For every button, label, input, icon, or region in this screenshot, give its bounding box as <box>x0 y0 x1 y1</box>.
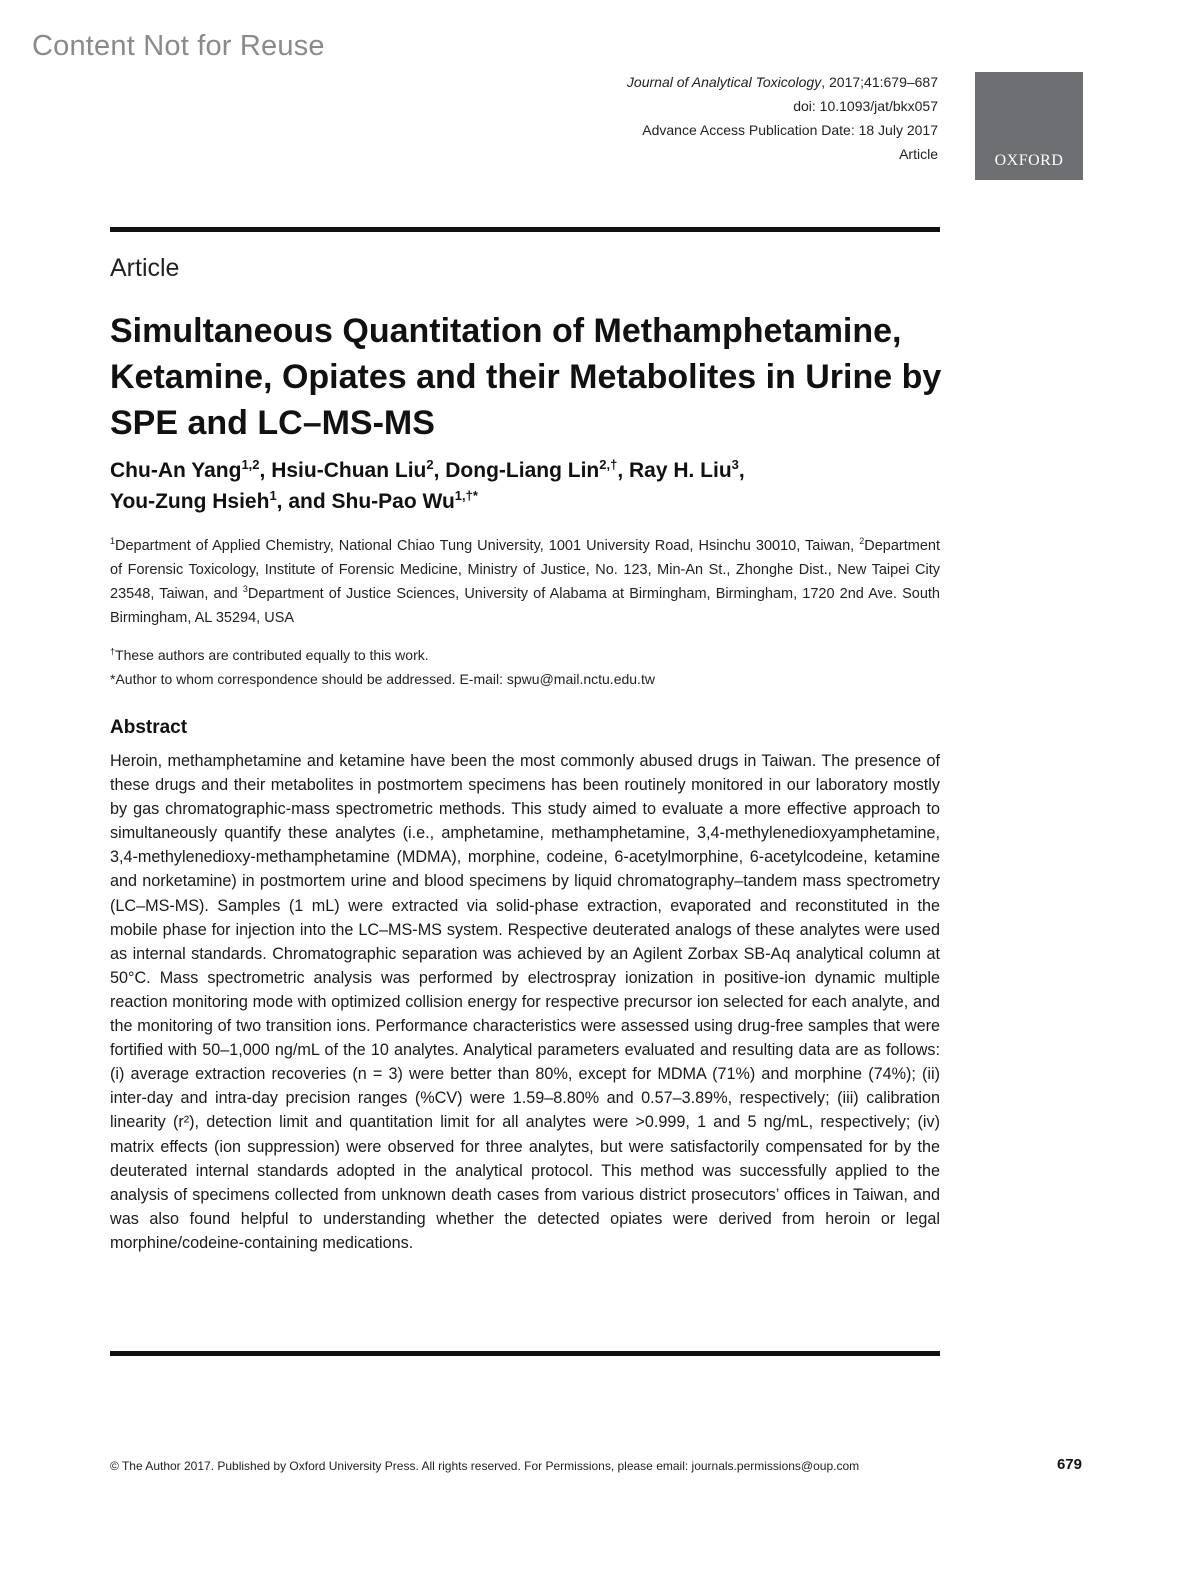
bottom-rule <box>110 1351 940 1356</box>
abstract-text: Heroin, methamphetamine and ketamine have been the most commonly abused drugs in Taiwan. The presence of these drugs and their metabolites in postmortem specimens has been routinely monitored in our laboratory mostly by gas chromatographic-mass spectrometric methods. This study aimed to evaluate a more effective approach to simultaneously quantify these analytes (i.e., amphetamine, methamphetamine, 3,4-methylenedioxyamphetamine, 3,4-methylenedioxy-methamphetamine (MDMA), morphine, codeine, 6-acetylmorphine, 6-acetylcodeine, ketamine and norketamine) in postmortem urine and blood specimens by liquid chromatography–tandem mass spectrometry (LC–MS-MS). Samples (1 mL) were extracted via solid-phase extraction, evaporated and reconstituted in the mobile phase for injection into the LC–MS-MS system. Respective deuterated analogs of these analytes were used as internal standards. Chromatographic separation was achieved by an Agilent Zorbax SB-Aq analytical column at 50°C. Mass spectrometric analysis was performed by electrospray ionization in positive-ion dynamic multiple reaction monitoring mode with optimized collision energy for respective precursor ion selected for each analyte, and the monitoring of two transition ions. Performance characteristics were assessed using drug-free samples that were fortified with 50–1,000 ng/mL of the 10 analytes. Analytical parameters evaluated and resulting data are as follows: (i) average extraction recoveries (n = 3) were better than 80%, except for MDMA (71%) and morphine (74%); (ii) inter-day and intra-day precision ranges (%CV) were 1.59–8.80% and 0.57–3.89%, respectively; (iii) calibration linearity (r²), detection limit and quantitation limit for all analytes were >0.999, 1 and 5 ng/mL, respectively; (iv) matrix effects (ion suppression) were observed for three analytes, but were satisfactorily compensated for by the deuterated internal standards adopted in the analytical protocol. This method was successfully applied to the analysis of specimens collected from unknown death cases from various district prosecutors’ offices in Taiwan, and was also found helpful to understanding whether the detected opiates were derived from heroin or legal morphine/codeine-containing medications. <box>110 752 940 1252</box>
abstract-heading: Abstract <box>110 717 188 738</box>
copyright-notice: © The Author 2017. Published by Oxford University Press. All rights reserved. For Permissions, please email: journals.permissions@oup.com <box>110 1459 860 1473</box>
affiliation: Department of Justice Sciences, University of Alabama at Birmingham, Birmingham, 1720 2nd Ave. South Birmingham, AL 35294, USA <box>110 586 940 626</box>
top-rule <box>110 227 940 232</box>
oxford-logo <box>975 72 1083 180</box>
journal-citation <box>627 70 938 94</box>
author: Chu-An Yang$^{1,2}$ <box>110 457 260 482</box>
affiliation: Department of Forensic Toxicology, Institute of Forensic Medicine, Ministry of Justice, No. 123, Min-An St., Zhonghe Dist., New Taipei City 23548, Taiwan, and <box>110 538 940 602</box>
publication-date: Advance Access Publication Date: 18 July 2017 <box>642 122 938 138</box>
affiliations: $^1$Department of Applied Chemistry, National Chiao Tung University, 1001 University Road, Hsinchu 30010, Taiwan, $^2$Department of Forensic Toxicology, Institute of Forensic Medicine, Ministry of Justice, No. 123, Min-An St., Zhonghe Dist., New Taipei City 23548, Taiwan, and $^3$Department of Justice Sciences, University of Alabama at Birmingham, Birmingham, 1720 2nd Ave. South Birmingham, AL 35294, USA <box>110 536 940 626</box>
author: Hsiu-Chuan Liu$^2$ <box>271 457 434 482</box>
watermark: Content Not for Reuse <box>32 30 325 62</box>
author: Shu-Pao $Wu^{1,\dagger*}$ <box>331 488 478 513</box>
author-list: Chu-An Yang$^{1,2}$, Hsiu-Chuan Liu$^2$, Dong-Liang Lin$^{2,\dagger}$, Ray H. Liu$^3$, You-Zung Hsieh$^1$, and Shu-Pao $Wu^{1,\dagger*}$ <box>110 457 745 513</box>
author: You-Zung Hsieh$^1$ <box>110 488 277 513</box>
section-label: Article <box>110 254 180 282</box>
author: Ray H. Liu$^3$ <box>628 457 739 482</box>
author-notes <box>110 643 940 691</box>
affiliation: Department of Applied Chemistry, National Chiao Tung University, 1001 University Road, Hsinchu 30010, Taiwan, <box>115 538 860 554</box>
journal-name: Journal of Analytical Toxicology <box>626 74 822 90</box>
article-type-header: Article <box>899 146 938 162</box>
paper-title: Simultaneous Quantitation of Methamphetamine, Ketamine, Opiates and their Metabolites in Urine by SPE and LC–MS-MS <box>110 312 942 442</box>
page-number: 679 <box>1056 1456 1082 1473</box>
correspondence-note: *Author to whom correspondence should be addressed. E-mail: spwu@mail.nctu.edu.tw <box>110 671 655 687</box>
equal-contribution-note: †These authors are contributed equally to this work. <box>110 646 429 663</box>
author: Dong-Liang Lin$^{2,\dagger}$ <box>445 457 618 482</box>
journal-header <box>627 70 938 166</box>
doi[interactable]: doi: 10.1093/jat/bkx057 <box>793 98 938 114</box>
journal-volume-pages: , 2017;41:679–687 <box>821 74 938 90</box>
oxford-logo-text: OXFORD <box>994 152 1064 169</box>
